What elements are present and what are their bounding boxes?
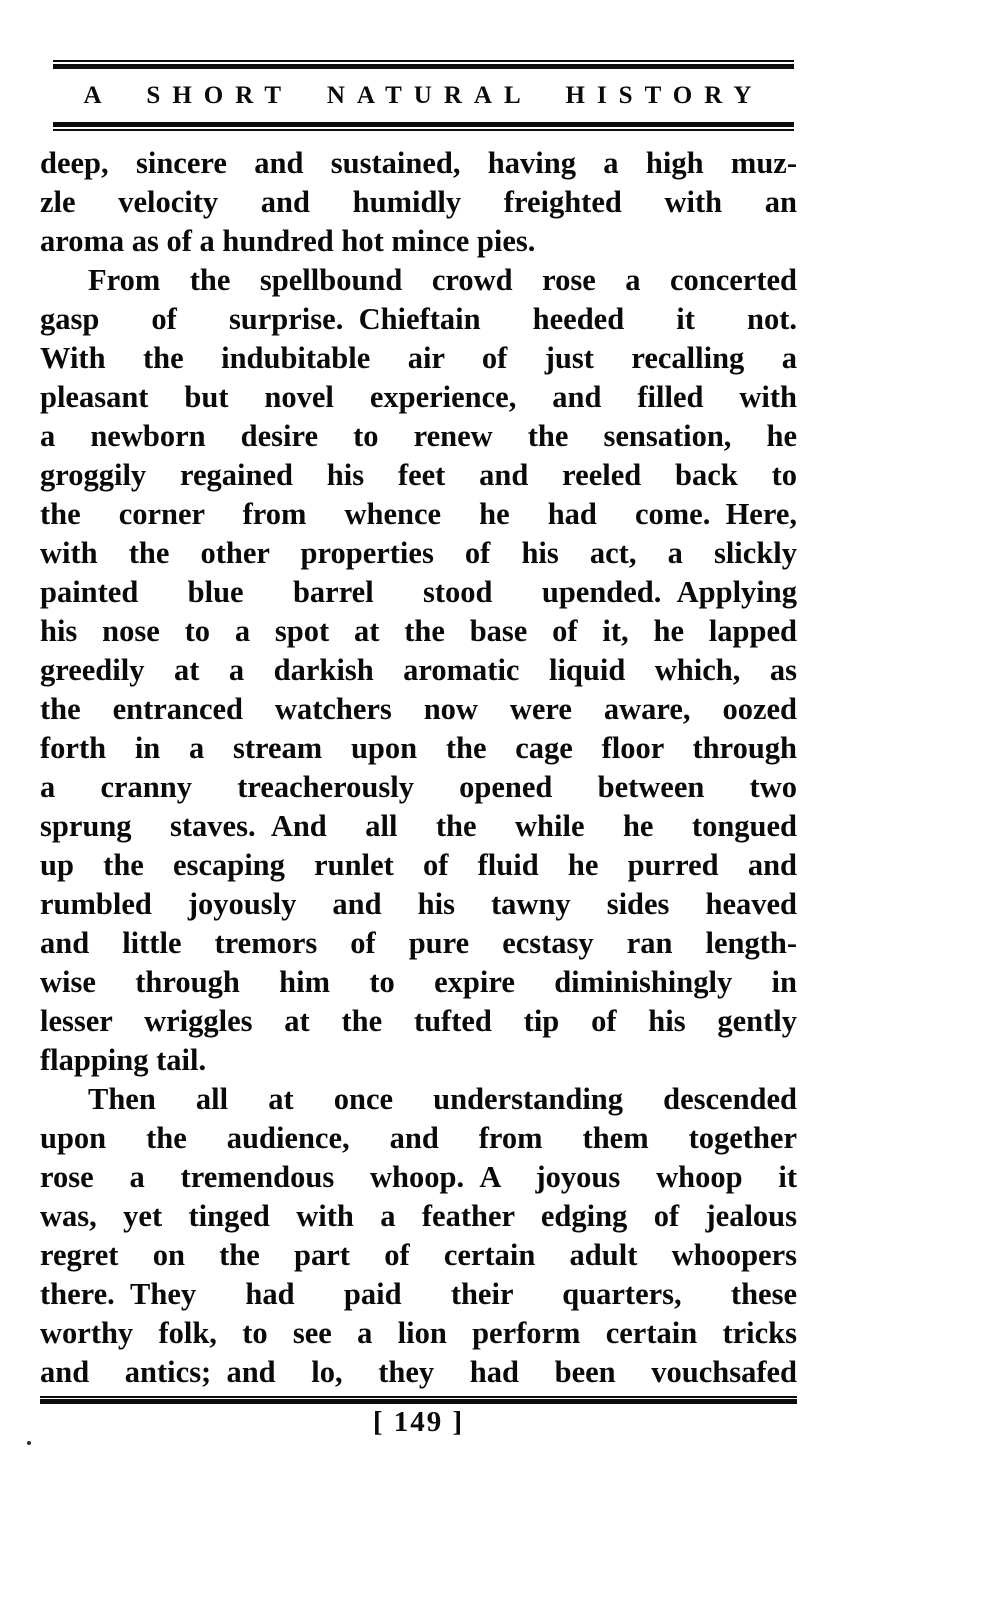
text-line: gasp of surprise. Chieftain heeded it not.	[40, 302, 797, 336]
text-line: lesser wriggles at the tufted tip of his gently	[40, 1004, 797, 1038]
footer-rule	[40, 1396, 797, 1404]
text-line: forth in a stream upon the cage floor through	[40, 731, 797, 765]
text-line: his nose to a spot at the base of it, he lapped	[40, 614, 797, 648]
scan-speck	[27, 1441, 31, 1445]
text-line: worthy folk, to see a lion perform certain tricks	[40, 1316, 797, 1350]
text-line: and little tremors of pure ecstasy ran length-	[40, 926, 797, 960]
footer-thick-rule	[40, 1399, 797, 1404]
text-line: With the indubitable air of just recalling a	[40, 341, 797, 375]
running-header	[53, 60, 794, 131]
text-line: a cranny treacherously opened between two	[40, 770, 797, 804]
header-top-thin-rule	[53, 60, 794, 62]
text-line: up the escaping runlet of fluid he purred and	[40, 848, 797, 882]
text-line: the corner from whence he had come. Here,	[40, 497, 797, 531]
footer-thin-rule	[40, 1396, 797, 1398]
text-line: regret on the part of certain adult whoopers	[40, 1238, 797, 1272]
text-line: rose a tremendous whoop. A joyous whoop it	[40, 1160, 797, 1194]
text-line: zle velocity and humidly freighted with an	[40, 185, 797, 219]
text-line: there. They had paid their quarters, these	[40, 1277, 797, 1311]
text-line: with the other properties of his act, a slickly	[40, 536, 797, 570]
text-line: flapping tail.	[40, 1043, 207, 1077]
text-line: and antics; and lo, they had been vouchsafed	[40, 1355, 797, 1389]
text-line: the entranced watchers now were aware, oozed	[40, 692, 797, 726]
text-line: pleasant but novel experience, and filled with	[40, 380, 797, 414]
text-line: wise through him to expire diminishingly in	[40, 965, 797, 999]
text-line: a newborn desire to renew the sensation, he	[40, 419, 797, 453]
running-header-title: A SHORT NATURAL HISTORY	[83, 82, 764, 109]
text-line: aroma as of a hundred hot mince pies.	[40, 224, 536, 258]
page-number: [ 149 ]	[372, 1406, 465, 1438]
text-line: sprung staves. And all the while he tongued	[40, 809, 797, 843]
text-line: rumbled joyously and his tawny sides heaved	[40, 887, 797, 921]
header-bottom-thin-rule	[53, 129, 794, 131]
header-bottom-thick-rule	[53, 122, 794, 127]
text-line: groggily regained his feet and reeled back to	[40, 458, 797, 492]
text-line: greedily at a darkish aromatic liquid which, as	[40, 653, 797, 687]
body-text	[40, 144, 797, 1392]
text-line: Then all at once understanding descended	[88, 1082, 797, 1116]
text-line: was, yet tinged with a feather edging of jealous	[40, 1199, 797, 1233]
text-line: From the spellbound crowd rose a concerted	[88, 263, 797, 297]
text-line: painted blue barrel stood upended. Applying	[40, 575, 797, 609]
text-line: upon the audience, and from them together	[40, 1121, 797, 1155]
text-line: deep, sincere and sustained, having a high muz-	[40, 146, 797, 180]
